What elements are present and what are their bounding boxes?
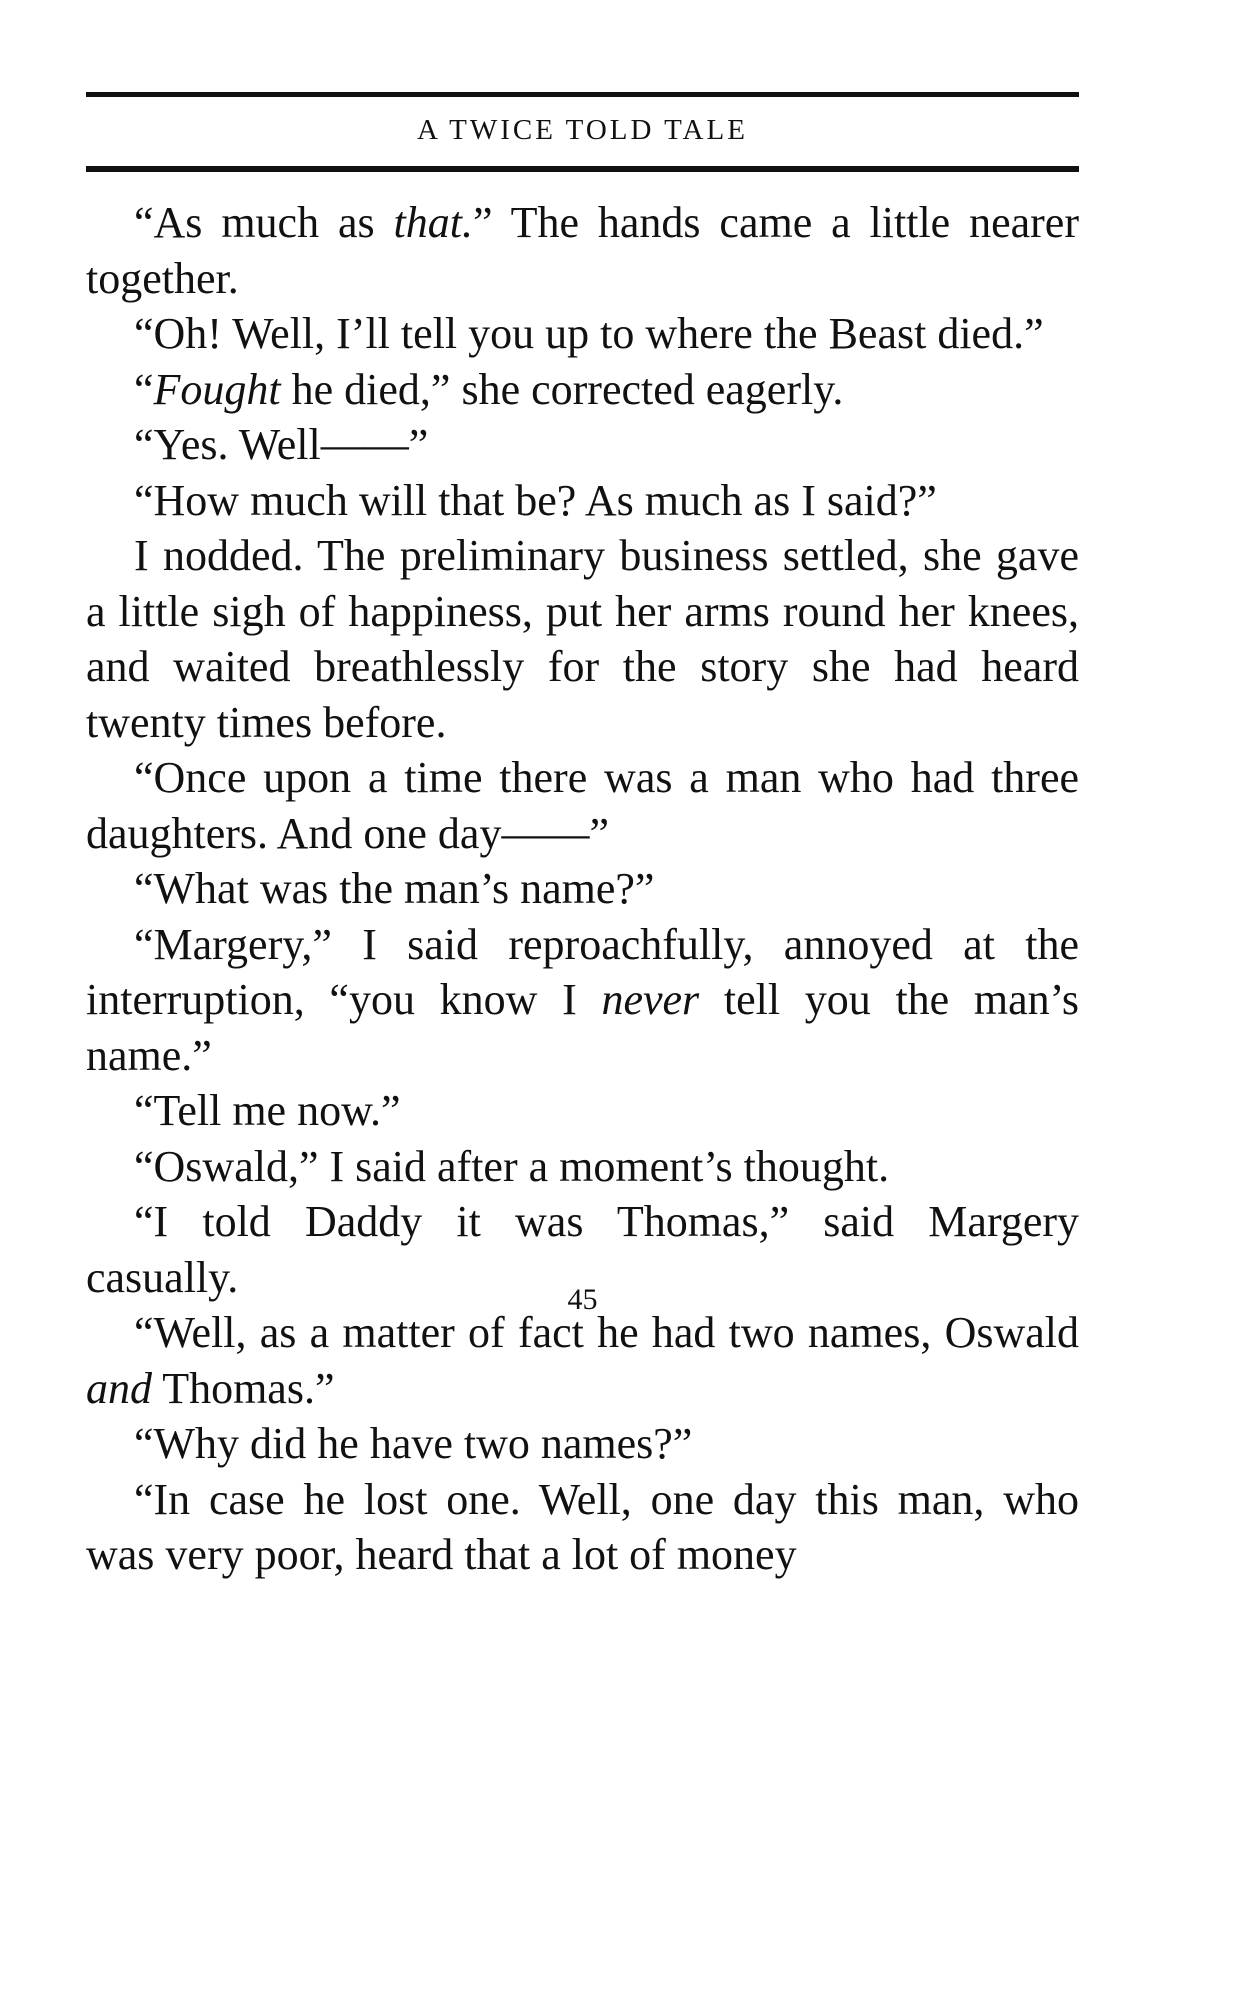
- text-run: Thomas.”: [152, 1363, 335, 1413]
- paragraph: [86, 306, 1079, 362]
- text-run: “As much as: [134, 198, 394, 247]
- italic-text: that.: [393, 198, 473, 247]
- paragraph: [86, 417, 1079, 473]
- running-head: A TWICE TOLD TALE: [417, 114, 748, 146]
- header-rule-bottom: [86, 166, 1079, 172]
- paragraph: [86, 473, 1079, 529]
- text-run: “I told Daddy it was Thomas,” said Margery casually.: [86, 1197, 1079, 1302]
- text-run: “Why did he have two names?”: [134, 1419, 693, 1468]
- paragraph: [86, 750, 1079, 861]
- body-text: [86, 195, 1079, 1583]
- paragraph: [86, 1305, 1079, 1416]
- text-run: “Oswald,” I said after a moment’s thought.: [134, 1141, 890, 1191]
- paragraph: [86, 362, 1079, 418]
- text-run: he died,” she corrected eagerly.: [280, 364, 844, 414]
- text-run: “In case he lost one. Well, one day this man, who was very poor, heard that a lot of money: [86, 1474, 1079, 1579]
- text-run: “Once upon a time there was a man who had three daughters. And one day——”: [86, 753, 1079, 858]
- text-run: “Well, as a matter of fact he had two names, Oswald: [134, 1308, 1079, 1357]
- page-number: 45: [567, 1283, 598, 1316]
- paragraph: [86, 1416, 1079, 1472]
- text-run: tell you the man’s name.”: [86, 975, 1079, 1080]
- paragraph: [86, 528, 1079, 750]
- italic-text: Fought: [153, 364, 281, 414]
- text-run: “What was the man’s name?”: [134, 864, 655, 913]
- paragraph: [86, 861, 1079, 917]
- header-rule-top: [86, 92, 1079, 97]
- paragraph: [86, 1139, 1079, 1195]
- text-run: “Oh! Well, I’ll tell you up to where the Beast died.”: [134, 309, 1044, 358]
- italic-text: never: [601, 975, 700, 1024]
- text-run: “Yes. Well——”: [134, 420, 429, 469]
- text-run: I nodded. The preliminary business settled, she gave a little sigh of happiness, put her arms round her knees, and waited breathlessly for the story she had heard twenty times before.: [86, 531, 1079, 747]
- text-run: “: [134, 364, 154, 414]
- paragraph: [86, 917, 1079, 1084]
- paragraph: [86, 1472, 1079, 1583]
- paragraph: [86, 1083, 1079, 1139]
- text-run: “Tell me now.”: [134, 1086, 401, 1135]
- text-run: ” The hands came a little nearer together.: [86, 198, 1079, 303]
- text-run: “How much will that be? As much as I said?”: [134, 475, 937, 525]
- paragraph: [86, 195, 1079, 306]
- text-run: “Margery,” I said reproachfully, annoyed at the interruption, “you know I: [86, 919, 1079, 1024]
- italic-text: and: [86, 1363, 152, 1413]
